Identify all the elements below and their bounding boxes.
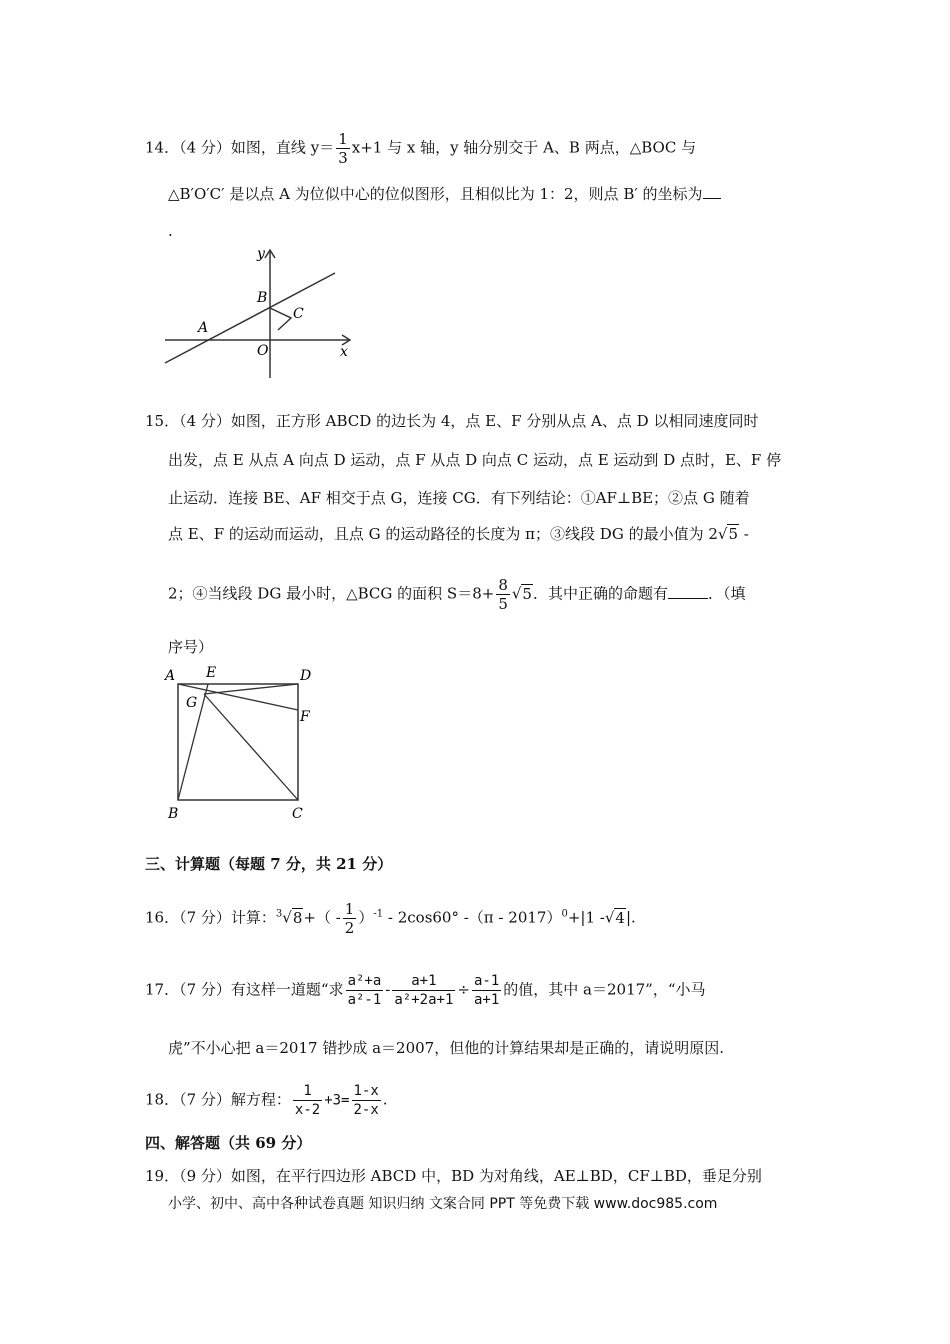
label-F: F bbox=[300, 709, 310, 725]
segment-DG bbox=[204, 684, 298, 694]
q17-fraction-3: $\frac{a-1}{a+1}$ bbox=[473, 973, 500, 1008]
label-B: B bbox=[168, 806, 179, 822]
page-footer: 小学、初中、高中各种试卷真题 知识归纳 文案合同 PPT 等免费下载 www.doc985.com bbox=[168, 1196, 718, 1212]
q14-fraction: $\frac{1}{3}$ bbox=[338, 130, 348, 167]
q14-line3: . bbox=[168, 222, 173, 240]
section-4-heading: 四、解答题（共 69 分） bbox=[145, 1134, 312, 1152]
answer-blank bbox=[668, 584, 708, 599]
q15-line6: 序号） bbox=[168, 638, 214, 656]
label-D: D bbox=[300, 668, 312, 684]
label-y: y bbox=[257, 246, 265, 262]
q18-fraction-1: $\frac{1}{x-2}$ bbox=[294, 1083, 321, 1118]
q15-line3: 止运动．连接 BE、AF 相交于点 G，连接 CG．有下列结论：①AF⊥BE；②点 G 随着 bbox=[168, 489, 750, 507]
q16-fraction: $\frac{1}{2}$ bbox=[344, 900, 355, 937]
label-A: A bbox=[198, 320, 209, 336]
q15-line2: 出发，点 E 从点 A 向点 D 运动，点 F 从点 D 向点 C 运动，点 E 运动到 D 点时，E、F 停 bbox=[168, 451, 782, 469]
label-G: G bbox=[186, 695, 198, 711]
section-3-heading: 三、计算题（每题 7 分，共 21 分） bbox=[145, 855, 393, 873]
q17-fraction-1: $\frac{\text{a²+a}}{\text{a²-1}}$ bbox=[347, 973, 382, 1008]
label-B: B bbox=[257, 290, 268, 306]
answer-blank bbox=[703, 184, 721, 199]
q15-fraction: $\frac{8}{5}$ bbox=[498, 576, 508, 613]
q15-figure bbox=[160, 660, 330, 830]
triangle-BOC bbox=[270, 308, 291, 330]
q18: 18．（7 分）解方程： $\frac{1}{x-2}$ +3= $\frac{1-x}{2-x}$ . bbox=[145, 1083, 388, 1118]
q17-line2: 虎”不小心把 a＝2017 错抄成 a＝2007，但他的计算结果却是正确的，请说明原因. bbox=[168, 1039, 724, 1057]
q14-line2: △B′O′C′ 是以点 A 为位似中心的位似图形，且相似比为 1：2，则点 B′ 的坐标为 bbox=[168, 183, 721, 205]
label-E: E bbox=[206, 665, 217, 681]
q17-line1: 17．（7 分）有这样一道题“求 $\frac{\text{a²+a}}{\text{a²-1}}$ - $\frac{a+1}{\text{a²+2a+1}}$ ÷ $\frac{a-1}{a+1}$ 的值，其中 a＝2017”，“小马 bbox=[145, 973, 706, 1008]
label-A: A bbox=[165, 668, 176, 684]
q18-fraction-2: $\frac{1-x}{2-x}$ bbox=[353, 1083, 379, 1118]
q14-line1: 14．（4 分）如图，直线 y＝ $\frac{1}{3}$ x+1 与 x 轴，y 轴分别交于 A、B 两点，△BOC 与 bbox=[145, 130, 697, 167]
line-AB bbox=[165, 273, 335, 363]
q15-line1: 15．（4 分）如图，正方形 ABCD 的边长为 4，点 E、F 分别从点 A、点 D 以相同速度同时 bbox=[145, 412, 759, 430]
q14-figure bbox=[160, 240, 360, 385]
label-C: C bbox=[292, 806, 303, 822]
label-O: O bbox=[257, 343, 269, 359]
segment-CG bbox=[204, 694, 298, 800]
q16: 16．（7 分）计算：$^3$√8+（ - $\frac{1}{2}$ ）$^{-1}$ - 2cos60° -（π - 2017）$^0$+|1 -√4|. bbox=[145, 900, 636, 937]
q15-line5: 2；④当线段 DG 最小时，△BCG 的面积 S＝8+ $\frac{8}{5}$ √5．其中正确的命题有 ．（填 bbox=[168, 576, 746, 613]
q17-fraction-2: $\frac{a+1}{\text{a²+2a+1}}$ bbox=[394, 973, 454, 1008]
q19-line1: 19．（9 分）如图，在平行四边形 ABCD 中，BD 为对角线，AE⊥BD，CF⊥BD，垂足分别 bbox=[145, 1167, 762, 1185]
q15-line4: 点 E、F 的运动而运动，且点 G 的运动路径的长度为 π；③线段 DG 的最小值为 2√5 - bbox=[168, 525, 749, 543]
label-C: C bbox=[293, 306, 304, 322]
label-x: x bbox=[340, 344, 348, 360]
